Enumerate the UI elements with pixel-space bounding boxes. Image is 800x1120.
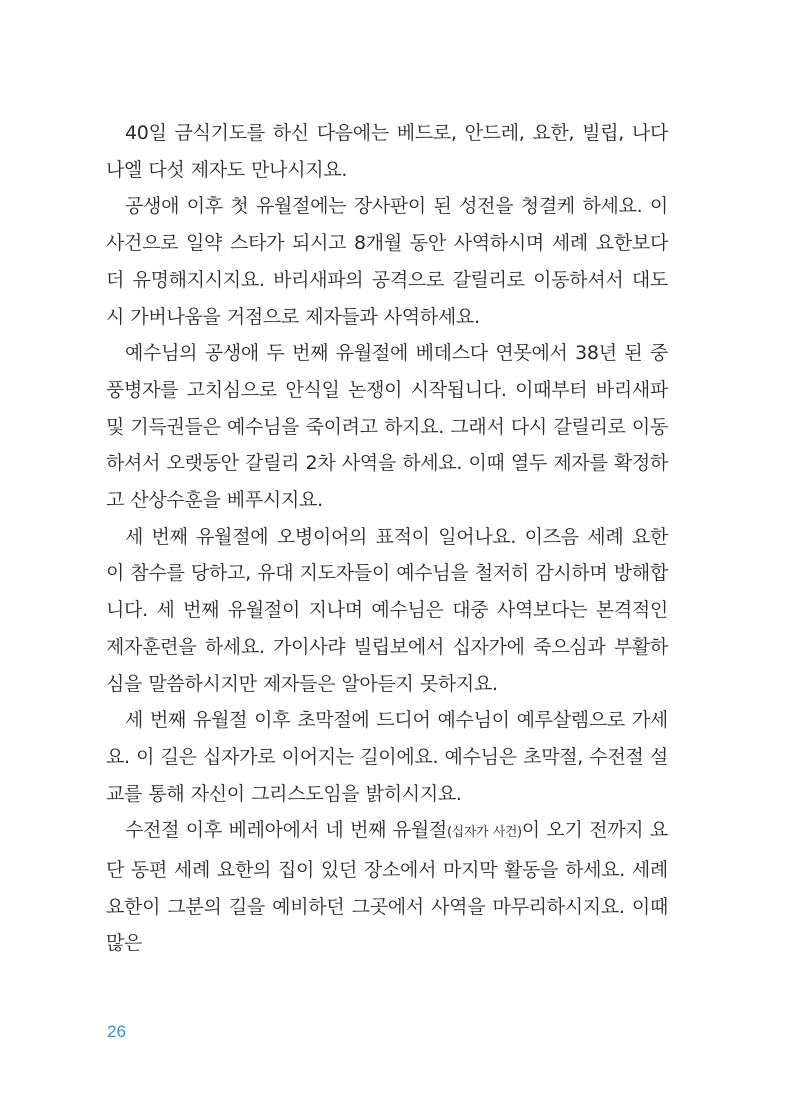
paragraph-4: 세 번째 유월절에 오병이어의 표적이 일어나요. 이즈음 세례 요한이 참수를 당하고, 유대 지도자들이 예수님을 철저히 감시하며 방해합니다. 세 번째 유월절이 지나며 예수님은 대중 사역보다는 본격적인 제자훈련을 하세요. 가이사랴 빌립보에서 십자가에 죽으심과 부활하심을 말씀하시지만 제자들은 알아듣지 못하지요. <box>106 525 668 695</box>
paragraph-3: 예수님의 공생애 두 번째 유월절에 베데스다 연못에서 38년 된 중풍병자를 고치심으로 안식일 논쟁이 시작됩니다. 이때부터 바리새파 및 기득권들은 예수님을 죽이려고 하지요. 그래서 다시 갈릴리로 이동하셔서 오랫동안 갈릴리 2차 사역을 하세요. 이때 열두 제자를 확정하고 산상수훈을 베푸시지요. <box>106 342 668 512</box>
paragraph-6-text-end: 이 오기 전까지 요단 동편 세례 요한의 집이 있던 장소에서 마지막 활동을 하세요. 세례 요한이 그분의 길을 예비하던 그곳에서 사역을 마무리하시지요. 이때 많은 <box>106 819 668 955</box>
paragraph-2: 공생애 이후 첫 유월절에는 장사판이 된 성전을 청결케 하세요. 이 사건으로 일약 스타가 되시고 8개월 동안 사역하시며 세례 요한보다 더 유명해지시지요. 바리새파의 공격으로 갈릴리로 이동하셔서 대도시 가버나움을 거점으로 제자들과 사역하세요. <box>106 195 668 328</box>
paragraph-5: 세 번째 유월절 이후 초막절에 드디어 예수님이 예루살렘으로 가세요. 이 길은 십자가로 이어지는 길이에요. 예수님은 초막절, 수전절 설교를 통해 자신이 그리스도임을 밝히시지요. <box>106 709 668 805</box>
page-body <box>106 115 668 962</box>
paragraph-1: 40일 금식기도를 하신 다음에는 베드로, 안드레, 요한, 빌립, 나다나엘 다섯 제자도 만나시지요. <box>106 122 668 181</box>
inline-note: (십자가 사건) <box>446 825 522 841</box>
page-number: 26 <box>107 1022 126 1041</box>
paragraph-6-text-start: 수전절 이후 베레아에서 네 번째 유월절 <box>125 819 447 842</box>
paragraph-6 <box>106 812 668 962</box>
